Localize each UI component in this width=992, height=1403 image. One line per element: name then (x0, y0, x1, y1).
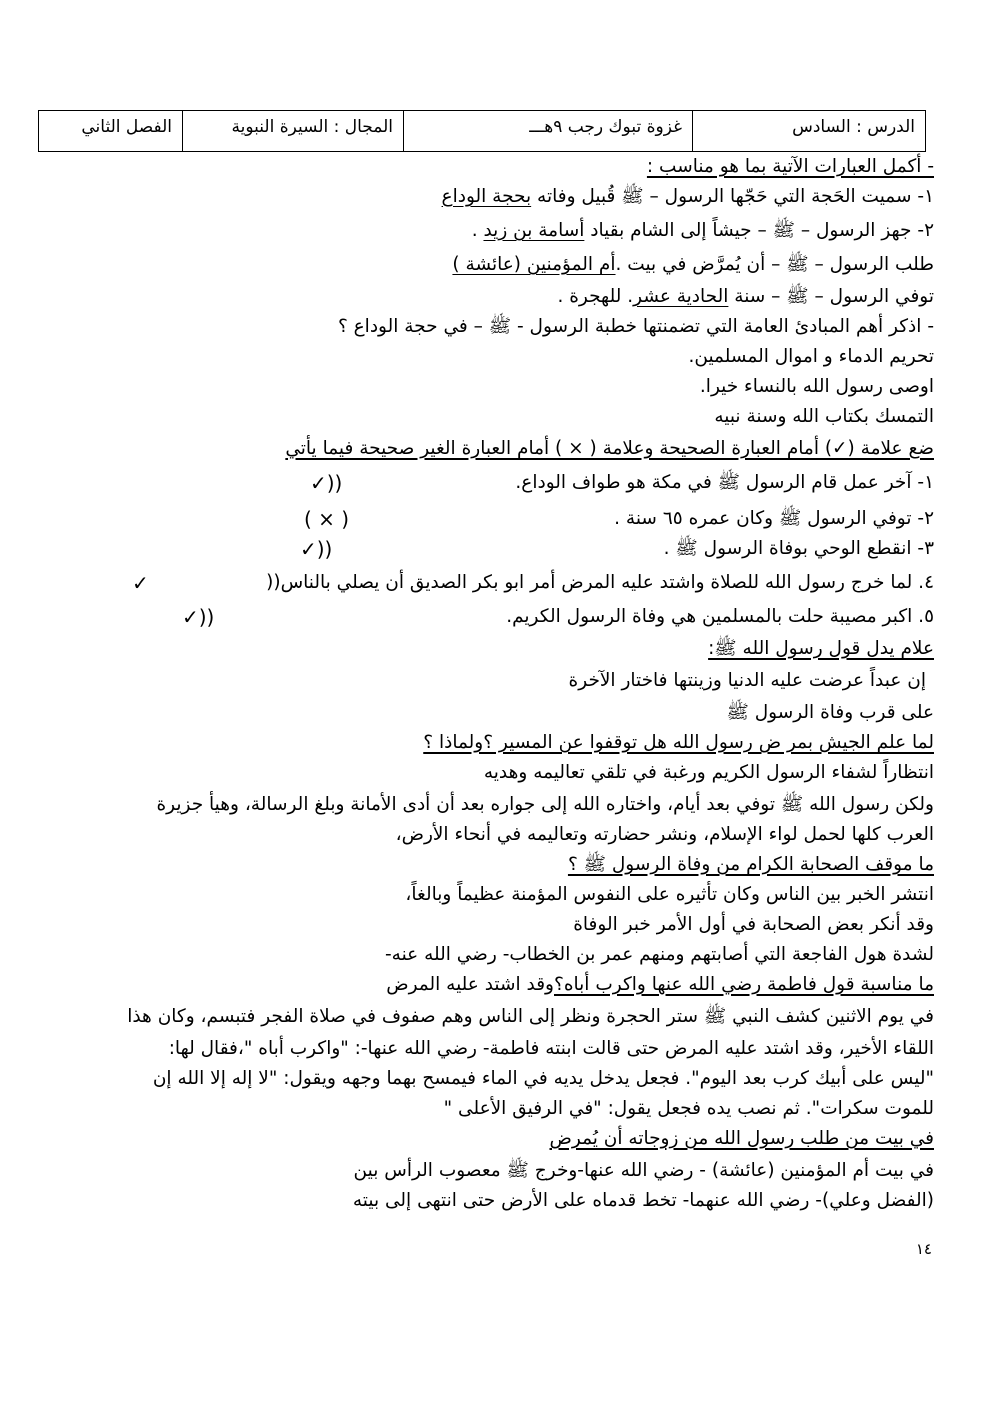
tf-item-2: ٢- توفي الرسول ﷺ وكان عمره ٦٥ سنة . (614, 508, 934, 529)
companions-answer-line-2: وقد أنكر بعض الصحابة في أول الأمر خبر الوفاة (573, 914, 934, 935)
tf-item-3: ٣- انقطع الوحي بوفاة الرسول ﷺ . (663, 538, 934, 559)
fill-item-answer: الحادية عشر (633, 286, 729, 307)
header-topic: غزوة تبوك رجب ٩هـــ (404, 111, 693, 152)
companions-answer-line-1: انتشر الخبر بين الناس وكان تأثيره على النفوس المؤمنة عظيماً وبالغاً، (405, 884, 934, 905)
fatima-answer-line-4: للموت سكرات". ثم نصب يده فجعل يقول: "في الرفيق الأعلى " (443, 1098, 934, 1119)
tf-item-5: ٥. اكبر مصيبة حلت بالمسلمين هي وفاة الرسول الكريم. (506, 606, 934, 627)
house-answer-line-2: (الفضل وعلي)- رضي الله عنهما- تخط قدماه على الأرض حتى انتهى إلى بيته (352, 1190, 934, 1211)
fatima-answer-line-1: في يوم الاثنين كشف النبي ﷺ ستر الحجرة ونظر إلى الناس وهم صفوف في صلاة الفجر فتبسم، وكان هذا (127, 1006, 934, 1027)
section3-heading: ضع علامة (✓) أمام العبارة الصحيحة وعلامة ( × ) أمام العبارة الغير صحيحة فيما يأتي (285, 438, 934, 459)
companions-question: ما موقف الصحابة الكرام من وفاة الرسول ﷺ ؟ (567, 854, 934, 875)
fill-item-text: توفي الرسول – ﷺ – سنة (728, 286, 934, 307)
lesson-header-table (38, 110, 926, 152)
page-number: ١٤ (915, 1240, 932, 1258)
fill-item-3 (452, 252, 934, 278)
hadith-quote: إن عبداً عرضت عليه الدنيا وزينتها فاختار الآخرة (568, 670, 926, 691)
tf-item-1: ١- آخر عمل قام الرسول ﷺ في مكة هو طواف الوداع. (515, 472, 934, 493)
tf-item-4: ٤. لما خرج رسول الله للصلاة واشتد عليه المرض أمر ابو بكر الصديق أن يصلي بالناس(( (266, 572, 934, 593)
fill-item-text: طلب الرسول – ﷺ – أن يُمرَّض في بيت . (615, 254, 934, 275)
principle-answer-3: التمسك بكتاب الله وسنة نبيه (714, 406, 934, 427)
tf-mark-2: ( × ) (304, 507, 350, 531)
fill-item-tail: . للهجرة . (557, 286, 634, 307)
tf-mark-5: ✓)) (182, 605, 215, 629)
header-lesson: الدرس : السادس (693, 111, 926, 152)
principle-answer-1: تحريم الدماء و اموال المسلمين. (688, 346, 934, 367)
fill-item-answer: بحجة الوداع (441, 186, 532, 207)
army-answer-line-3: العرب كلها لحمل لواء الإسلام، ونشر حضارته وتعاليمه في أنحاء الأرض، (395, 824, 934, 845)
fatima-question-text: ما مناسبة قول فاطمة رضي الله عنها واكرب أباه؟ (554, 974, 934, 995)
fatima-question-tail: وقد اشتد عليه المرض (386, 974, 554, 995)
fatima-answer-line-2: اللقاء الأخير، وقد اشتد عليه المرض حتى قالت ابنته فاطمة- رضي الله عنها-: "واكرب أباه "،فقال لها: (168, 1038, 934, 1059)
section1-heading: - أكمل العبارات الآتية بما هو مناسب : (646, 156, 934, 177)
fill-item-text: ١- سميت الحَجة التي حَجّها الرسول – ﷺ قُبيل وفاته (531, 186, 934, 207)
army-question: لما علم الجيش بمر ض رسول الله هل توقفوا عن المسير ؟ولماذا ؟ (423, 732, 934, 753)
army-answer-line-2: ولكن رسول الله ﷺ توفي بعد أيام، واختاره الله إلى جواره بعد أن أدى الأمانة وبلغ الرسالة، وهيأ جزيرة (156, 794, 934, 815)
fill-item-1 (442, 184, 934, 210)
fatima-question (386, 972, 934, 998)
fill-item-4 (557, 284, 934, 310)
house-answer-line-1: في بيت أم المؤمنين (عائشة) - رضي الله عنها-وخرج ﷺ معصوب الرأس بين (353, 1160, 934, 1181)
tf-mark-4: ✓ (132, 571, 149, 595)
fill-item-2 (472, 218, 934, 244)
house-question: في بيت من طلب رسول الله من زوجاته أن يُمرض (549, 1128, 934, 1149)
fatima-answer-line-3: "ليس على أبيك كرب بعد اليوم". فجعل يدخل يديه في الماء فيمسح بهما وجهه ويقول: "لا إله إلا الله إن (152, 1068, 934, 1089)
principles-question: - اذكر أهم المبادئ العامة التي تضمنتها خطبة الرسول - ﷺ – في حجة الوداع ؟ (337, 316, 934, 337)
companions-answer-line-3: لشدة هول الفاجعة التي أصابتهم ومنهم عمر بن الخطاب- رضي الله عنه- (384, 944, 934, 965)
hadith-answer: على قرب وفاة الرسول ﷺ (726, 702, 934, 723)
fill-item-answer: أم المؤمنين (عائشة ) (452, 254, 616, 275)
header-semester: الفصل الثاني (39, 111, 183, 152)
tf-mark-1: ✓)) (310, 471, 343, 495)
tf-mark-3: ✓)) (300, 537, 333, 561)
hadith-question: علام يدل قول رسول الله ﷺ: (708, 638, 934, 659)
fill-item-tail: . (471, 220, 484, 241)
fill-item-answer: أسامة بن زيد (483, 220, 585, 241)
army-answer-line-1: انتظاراً لشفاء الرسول الكريم ورغبة في تلقي تعاليمه وهديه (483, 762, 934, 783)
header-field: المجال : السيرة النبوية (183, 111, 404, 152)
fill-item-text: ٢- جهز الرسول – ﷺ – جيشاً إلى الشام بقياد (584, 220, 934, 241)
principle-answer-2: اوصى رسول الله بالنساء خيرا. (699, 376, 934, 397)
